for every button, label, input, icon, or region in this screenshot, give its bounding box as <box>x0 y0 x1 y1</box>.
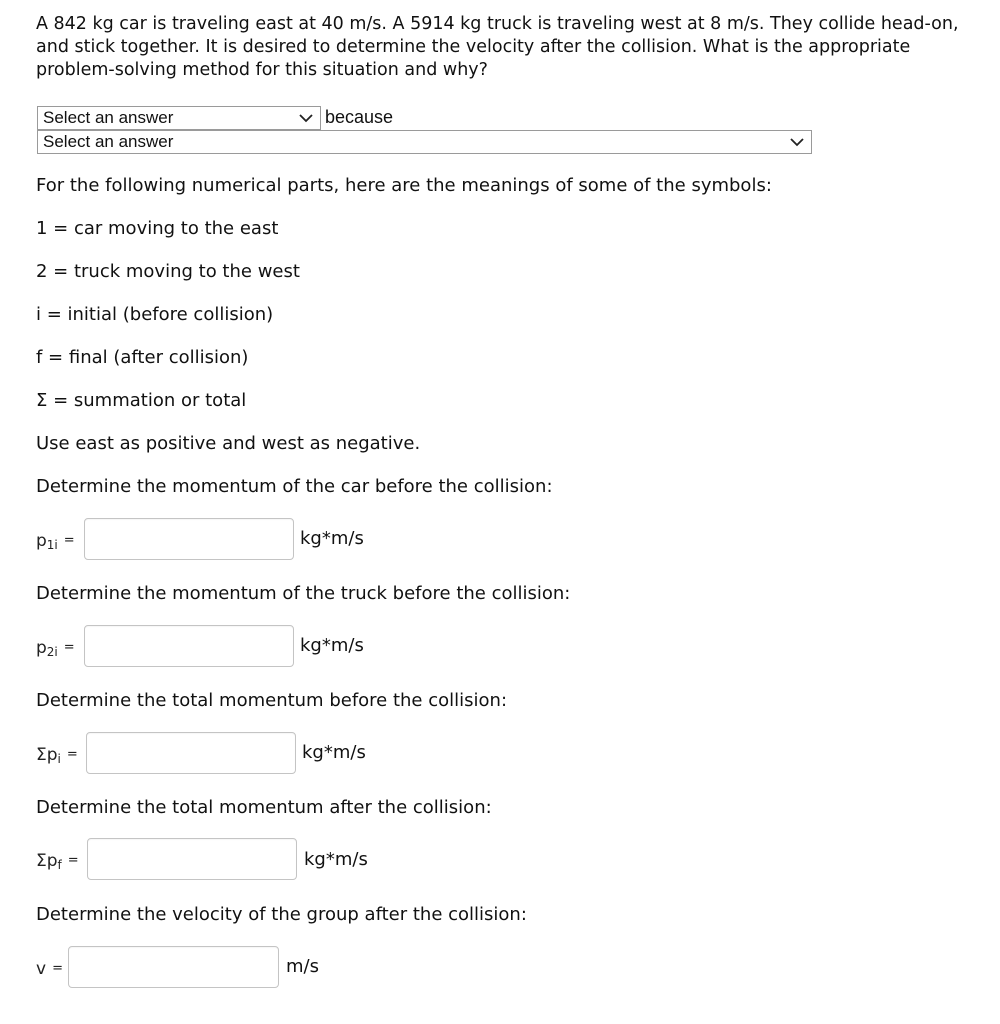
symbol-definition: Σ = summation or total <box>36 390 247 411</box>
symbols-intro: For the following numerical parts, here are the meanings of some of the symbols: <box>36 175 772 196</box>
symbol-base: v <box>36 959 47 979</box>
question-text: A 842 kg car is traveling east at 40 m/s. A 5914 kg truck is traveling west at 8 m/s. They collide head-on, and stick together. It is desired to determine the velocity after the collision. What is the appropriate problem-solving method for this situation and why? <box>36 14 959 80</box>
unit-label: kg*m/s <box>300 528 364 549</box>
symbol-base: p <box>36 638 47 658</box>
symbol-prefix: Σ <box>36 851 47 871</box>
unit-label: kg*m/s <box>304 849 368 870</box>
symbol-definition: 2 = truck moving to the west <box>36 261 300 282</box>
equals-sign: = <box>67 853 79 868</box>
part-prompt: Determine the total momentum before the collision: <box>36 690 508 711</box>
symbol-base: p <box>36 531 47 551</box>
equals-sign: = <box>63 640 75 655</box>
part-prompt: Determine the momentum of the car before the collision: <box>36 476 553 497</box>
symbol-definition: f = final (after collision) <box>36 347 249 368</box>
unit-label: kg*m/s <box>302 742 366 763</box>
symbol-subscript: 1i <box>46 538 58 552</box>
chevron-down-icon <box>789 134 805 150</box>
part-prompt: Determine the total momentum after the collision: <box>36 797 492 818</box>
sign-convention: Use east as positive and west as negative. <box>36 433 421 454</box>
velocity-input[interactable] <box>68 946 279 988</box>
part-prompt: Determine the velocity of the group after the collision: <box>36 904 527 925</box>
method-select-value: Select an answer <box>43 108 174 127</box>
symbol-p2i <box>36 637 75 663</box>
symbol-subscript: 2i <box>46 645 58 659</box>
symbol-v <box>36 958 63 980</box>
sum-pi-input[interactable] <box>86 732 296 774</box>
equals-sign: = <box>63 533 75 548</box>
symbol-subscript: f <box>57 858 62 872</box>
unit-label: kg*m/s <box>300 635 364 656</box>
unit-label: m/s <box>286 956 319 977</box>
symbol-definition: i = initial (before collision) <box>36 304 274 325</box>
symbol-base: p <box>46 745 58 765</box>
because-label: because <box>325 107 394 127</box>
p1i-input[interactable] <box>84 518 294 560</box>
chevron-down-icon <box>298 110 314 126</box>
symbol-definition: 1 = car moving to the east <box>36 218 279 239</box>
symbol-sum-pf <box>36 850 79 876</box>
symbol-prefix: Σ <box>36 745 47 765</box>
symbol-sum-pi <box>36 744 78 770</box>
symbol-base: p <box>46 851 58 871</box>
symbol-subscript: i <box>57 752 61 766</box>
sum-pf-input[interactable] <box>87 838 297 880</box>
method-select[interactable] <box>37 106 321 130</box>
part-prompt: Determine the momentum of the truck before the collision: <box>36 583 571 604</box>
equals-sign: = <box>52 961 63 976</box>
reason-select-value: Select an answer <box>43 132 174 151</box>
equals-sign: = <box>66 747 78 762</box>
symbol-p1i <box>36 530 75 556</box>
reason-select[interactable] <box>37 130 812 154</box>
p2i-input[interactable] <box>84 625 294 667</box>
